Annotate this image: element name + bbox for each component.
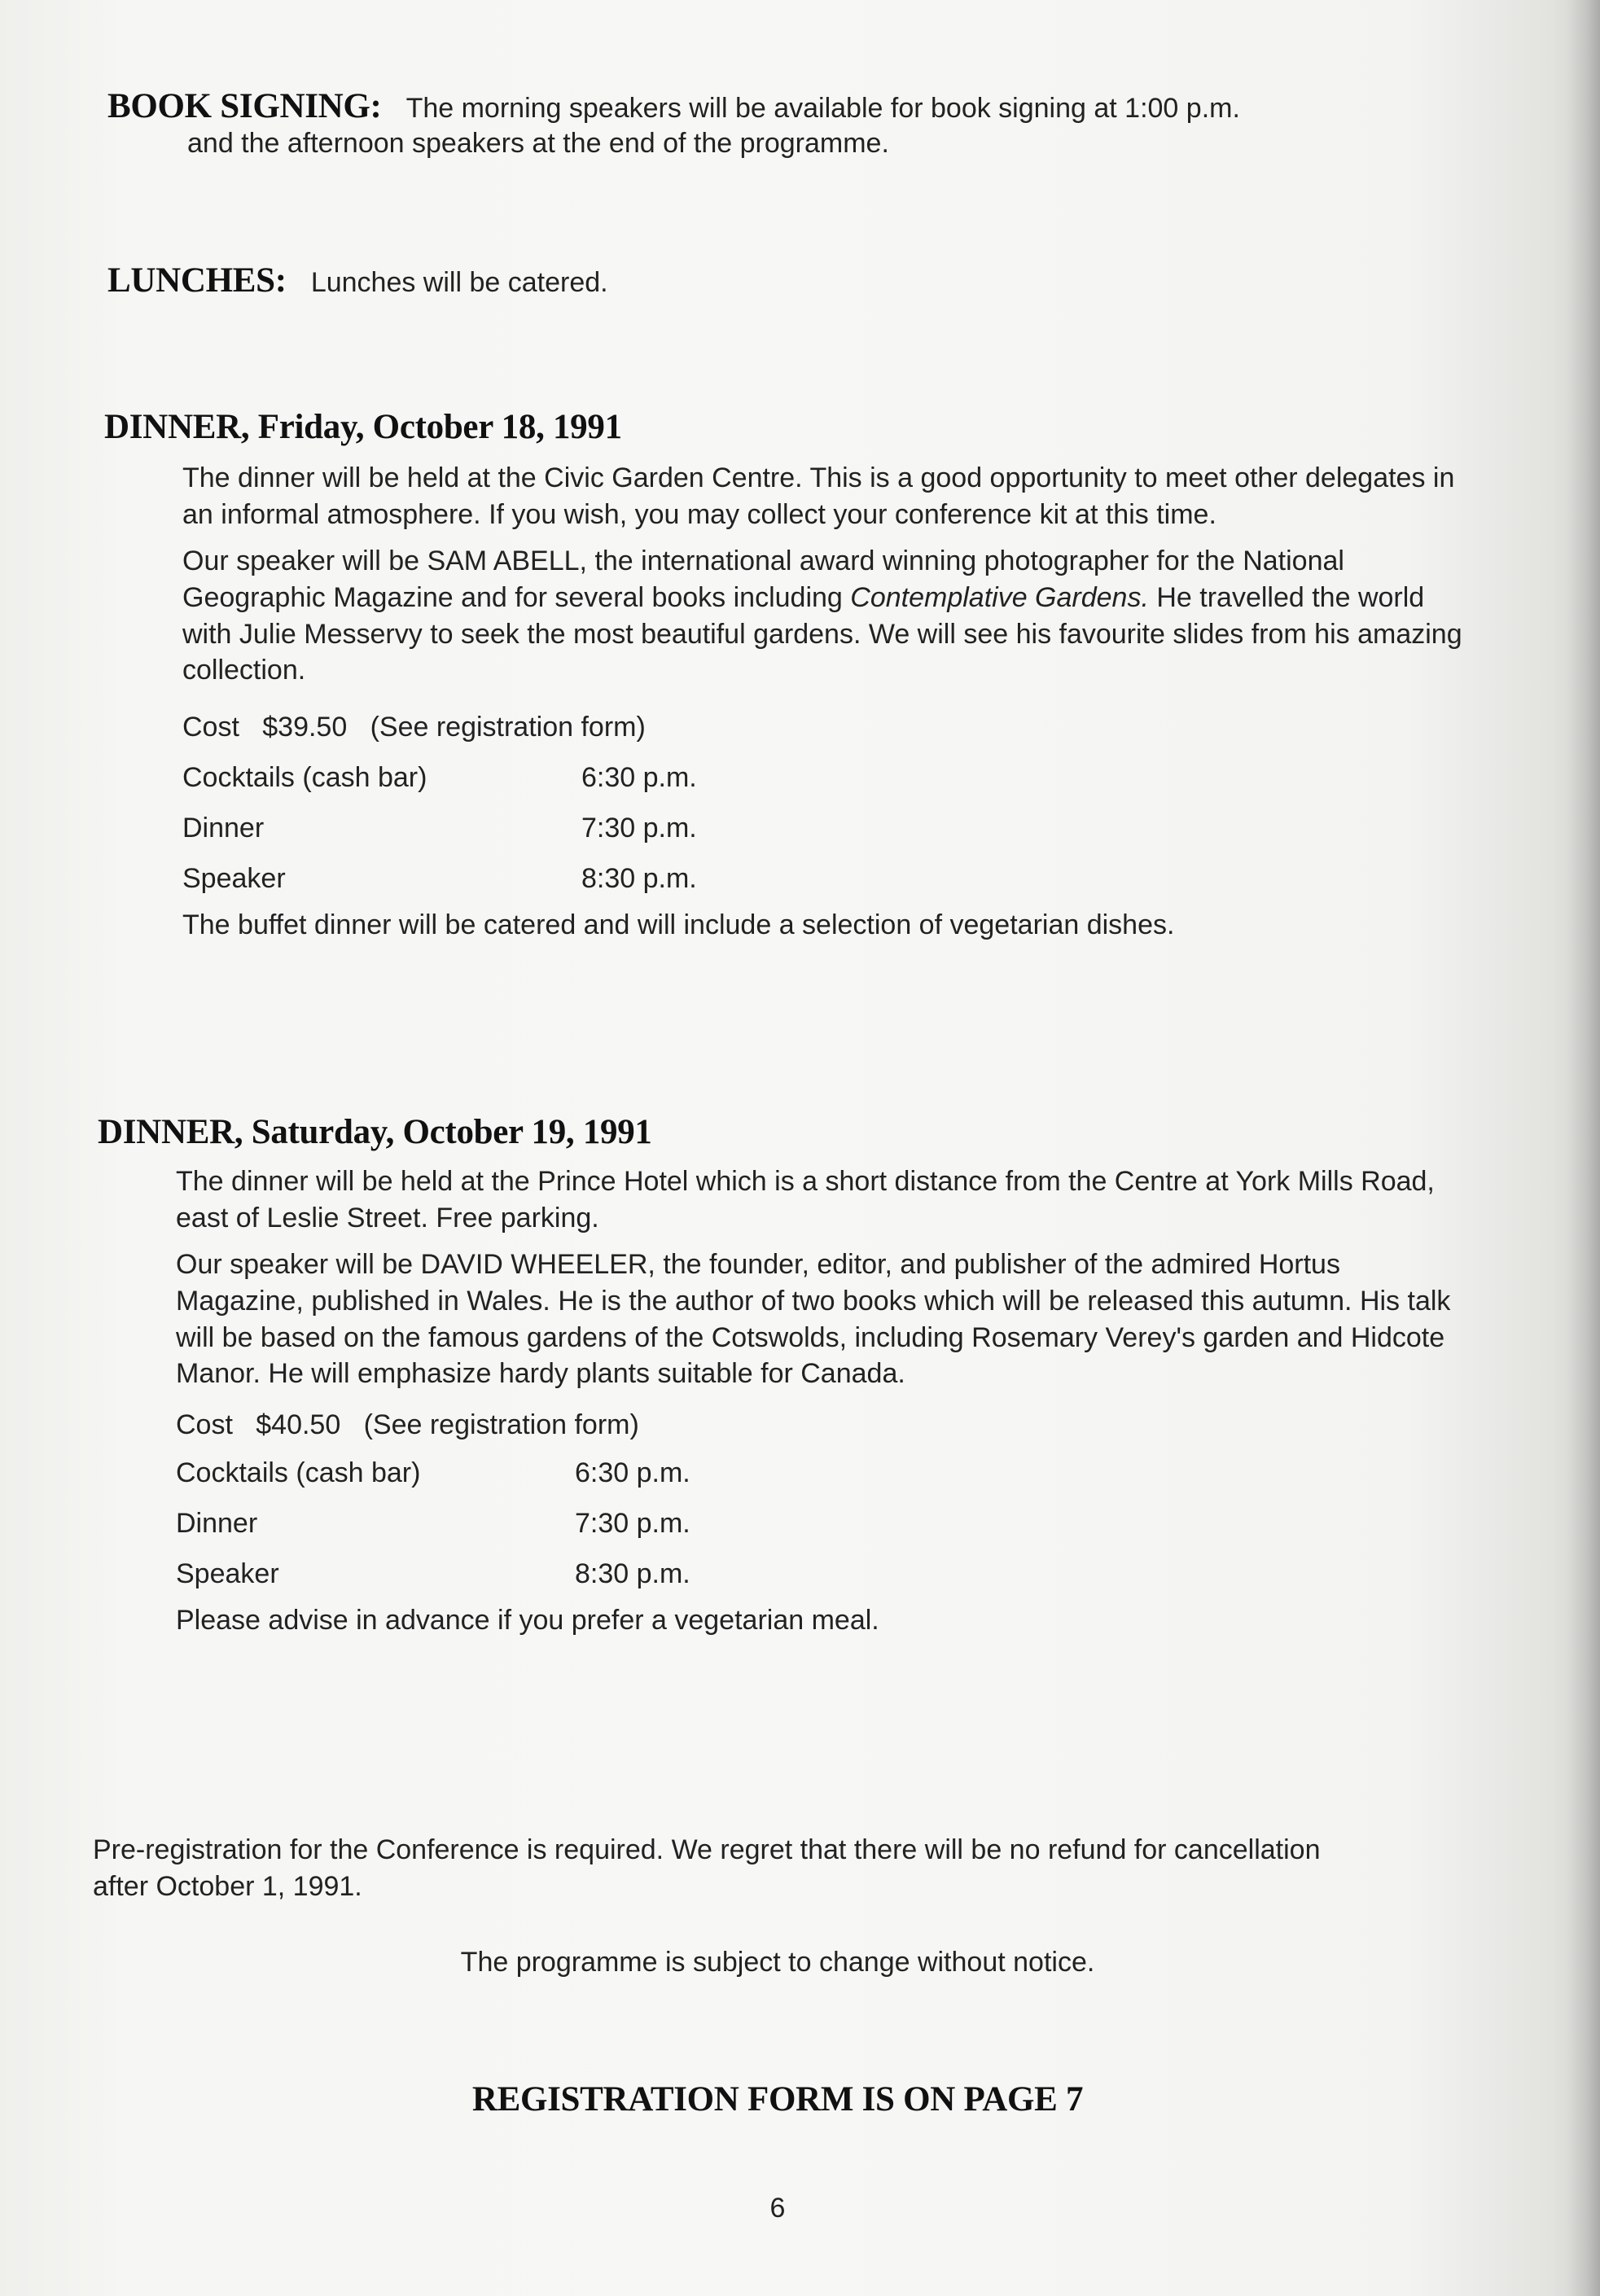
schedule-row — [182, 752, 1477, 803]
dinner-saturday-note: Please advise in advance if you prefer a vegetarian meal. — [176, 1605, 879, 1637]
dinner-saturday-section — [98, 1112, 1482, 1639]
page-number: 6 — [769, 2193, 786, 2224]
book-signing-text-line1: The morning speakers will be available for book signing at 1:00 p.m. — [405, 93, 1240, 124]
dinner-friday-cost: Cost $39.50 (See registration form) — [182, 712, 646, 743]
dinner-friday-heading: DINNER, Friday, October 18, 1991 — [104, 408, 622, 446]
dinner-saturday-heading: DINNER, Saturday, October 19, 1991 — [98, 1113, 652, 1151]
schedule-row — [182, 853, 1477, 904]
book-signing-section — [107, 86, 1475, 162]
schedule-time: 6:30 p.m. — [575, 1457, 690, 1488]
dinner-friday-para2 — [182, 543, 1477, 690]
page-edge-shadow — [1567, 0, 1600, 2296]
schedule-time: 8:30 p.m. — [575, 1558, 690, 1589]
registration-form-note: REGISTRATION FORM IS ON PAGE 7 — [471, 2080, 1084, 2119]
lunches-section — [107, 261, 1475, 301]
book-signing-text-line2: and the afternoon speakers at the end of the programme. — [187, 127, 889, 159]
dinner-saturday-cost: Cost $40.50 (See registration form) — [176, 1409, 639, 1441]
schedule-time: 8:30 p.m. — [581, 862, 697, 894]
preregistration-notice: Pre-registration for the Conference is required. We regret that there will be no refund for cancellation after October 1, 1991. — [93, 1834, 1321, 1902]
lunches-text: Lunches will be catered. — [310, 267, 608, 298]
schedule-label: Speaker — [182, 862, 286, 894]
schedule-time: 7:30 p.m. — [575, 1507, 690, 1539]
dinner-friday-para2-text: Our speaker will be SAM ABELL, the international award winning photographer for the National Geographic Magazine and for several books including — [182, 545, 1344, 613]
schedule-label: Dinner — [182, 812, 265, 843]
schedule-label: Cocktails (cash bar) — [176, 1457, 421, 1488]
schedule-row — [176, 1448, 1471, 1498]
dinner-saturday-para1: The dinner will be held at the Prince Hotel which is a short distance from the Centre at York Mills Road, east of Leslie Street. Free parking. — [176, 1166, 1435, 1233]
dinner-friday-note: The buffet dinner will be catered and will include a selection of vegetarian dishes. — [182, 909, 1175, 941]
schedule-label: Dinner — [176, 1507, 258, 1539]
schedule-label: Speaker — [176, 1558, 279, 1589]
schedule-row — [176, 1549, 1471, 1599]
schedule-label: Cocktails (cash bar) — [182, 761, 427, 793]
lunches-heading: LUNCHES: — [107, 261, 287, 300]
schedule-row — [182, 803, 1477, 853]
book-signing-heading: BOOK SIGNING: — [107, 87, 382, 125]
programme-change-notice: The programme is subject to change without notice. — [460, 1947, 1095, 1978]
dinner-friday-para2-text-end: He travelled the world with Julie Messervy to seek the most beautiful gardens. We will see his favourite slides from his amazing collection. — [182, 581, 1462, 686]
book-title: Contemplative Gardens. — [850, 581, 1149, 613]
schedule-time: 7:30 p.m. — [581, 812, 697, 843]
schedule-time: 6:30 p.m. — [581, 761, 697, 793]
dinner-friday-section — [104, 407, 1488, 944]
dinner-saturday-para2: Our speaker will be DAVID WHEELER, the founder, editor, and publisher of the admired Hortus Magazine, published in Wales. He is the author of two books which will be released this autumn. His talk will be based on the famous gardens of the Cotswolds, including Rosemary Verey's garden and Hidcote Manor. He will emphasize hardy plants suitable for Canada. — [176, 1248, 1451, 1390]
schedule-row — [176, 1498, 1471, 1549]
dinner-friday-para1: The dinner will be held at the Civic Garden Centre. This is a good opportunity to meet other delegates in an informal atmosphere. If you wish, you may collect your conference kit at this time. — [182, 462, 1455, 530]
